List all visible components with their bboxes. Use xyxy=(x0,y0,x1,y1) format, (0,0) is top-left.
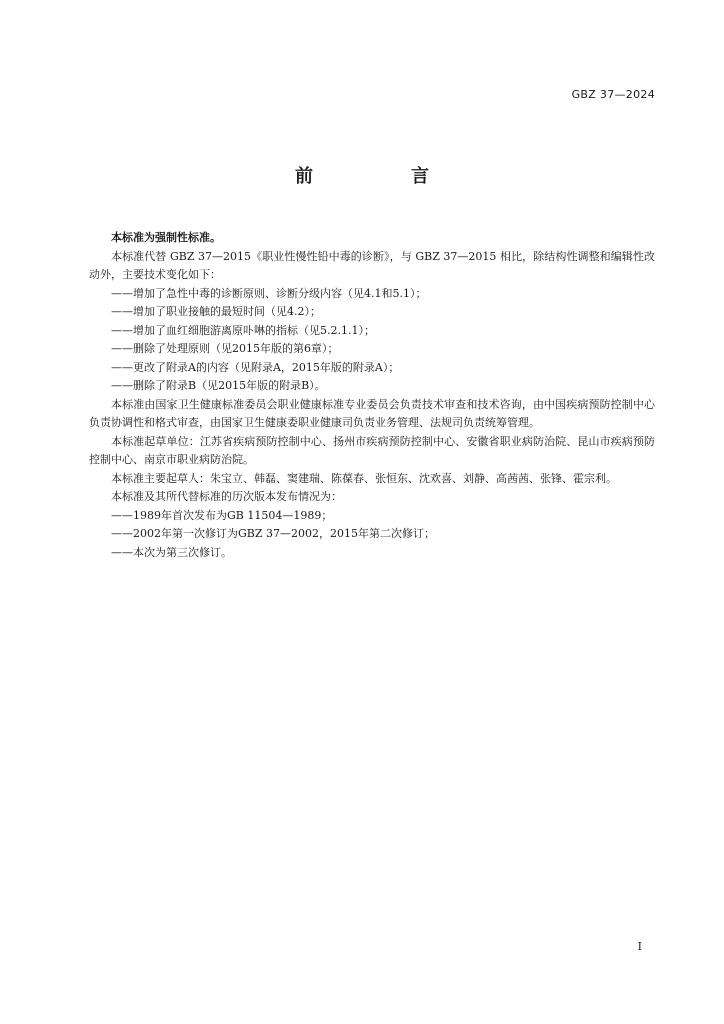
page-title: 前 言 xyxy=(295,166,469,187)
mandatory-statement: 本标准为强制性标准。 xyxy=(111,231,221,244)
list-item: ——本次为第三次修订。 xyxy=(111,545,232,559)
drafting-units-paragraph: 本标准起草单位：江苏省疾病预防控制中心、扬州市疾病预防控制中心、安徽省职业病防治院、昆山市疾病预防控制中心、南京市职业病防治院。 xyxy=(89,434,655,466)
history-list xyxy=(89,507,655,563)
list-item: ——1989年首次发布为GB 11504—1989； xyxy=(111,508,333,522)
list-item: ——2002年第一次修订为GBZ 37—2002，2015年第二次修订； xyxy=(111,527,435,540)
page-number: I xyxy=(637,940,642,953)
standard-code: GBZ 37—2024 xyxy=(571,88,655,101)
list-item: ——删除了附录B（见2015年版的附录B）。 xyxy=(111,379,326,392)
list-item: ——删除了处理原则（见2015年版的第6章）； xyxy=(111,342,339,355)
review-paragraph: 本标准由国家卫生健康标准委员会职业健康标准专业委员会负责技术审查和技术咨询，由中国疾病预防控制中心负责协调性和格式审查，由国家卫生健康委职业健康司负责业务管理、法规司负责统筹管理。 xyxy=(89,397,655,429)
list-item: ——增加了血红细胞游离原卟啉的指标（见5.2.1.1）； xyxy=(111,323,375,337)
history-intro: 本标准及其所代替标准的历次版本发布情况为： xyxy=(111,490,342,503)
list-item: ——更改了附录A的内容（见附录A，2015年版的附录A）； xyxy=(111,360,400,374)
drafters-paragraph: 本标准主要起草人：朱宝立、韩磊、窦建瑞、陈葆春、张恒东、沈欢喜、刘静、高茜茜、张锋、霍宗利。 xyxy=(111,471,617,485)
foreword-body xyxy=(89,229,655,562)
replacement-paragraph: 本标准代替 GBZ 37—2015《职业性慢性铅中毒的诊断》，与 GBZ 37—2015 相比，除结构性调整和编辑性改动外，主要技术变化如下： xyxy=(89,249,655,281)
list-item: ——增加了职业接触的最短时间（见4.2）； xyxy=(111,305,321,318)
changes-list xyxy=(89,285,655,396)
list-item: ——增加了急性中毒的诊断原则、诊断分级内容（见4.1和5.1）； xyxy=(111,286,427,300)
